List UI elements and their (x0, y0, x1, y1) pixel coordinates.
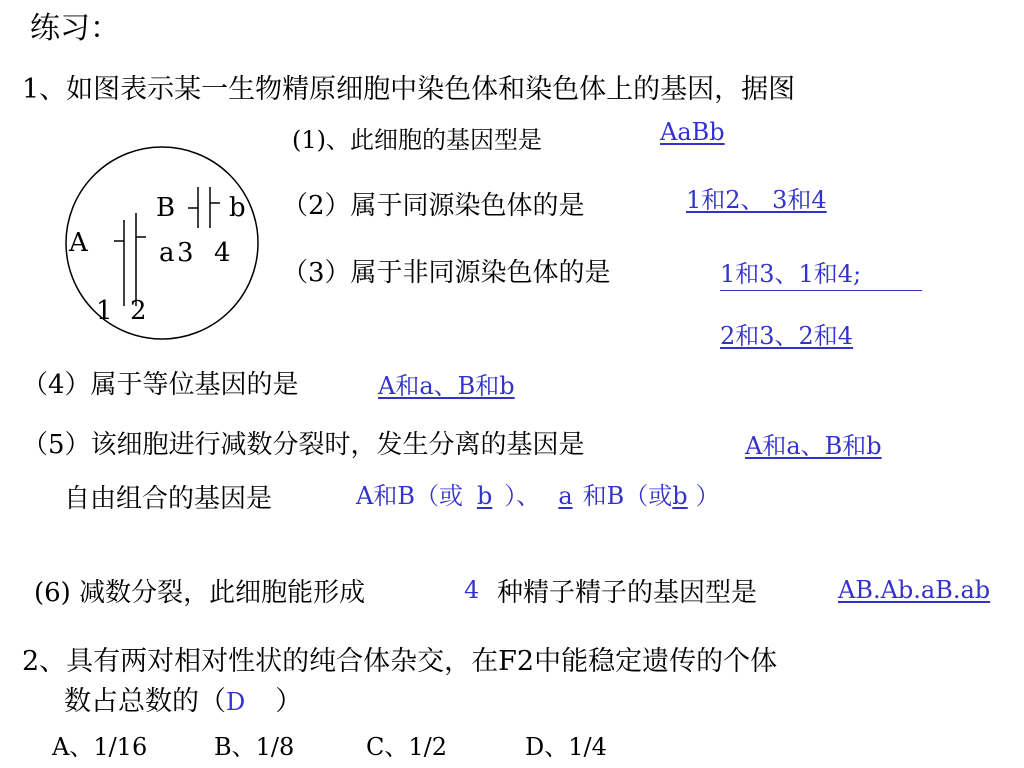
gene-label-A: A (69, 228, 88, 258)
gene-label-B: B (156, 193, 176, 223)
q1-part2-label: （2）属于同源染色体的是 (282, 191, 585, 221)
chromosome-number-3: 3 (177, 238, 194, 268)
answer2-part3: 和B（或 (582, 482, 673, 510)
q2-stem-part1: 数占总数的（ (64, 686, 226, 717)
gene-label-a: a (159, 238, 175, 268)
cell-diagram (64, 143, 264, 343)
q2-answer: D (226, 688, 246, 716)
q1-part5-answer2 (356, 484, 720, 508)
q1-part4-label: （4）属于等位基因的是 (22, 370, 299, 400)
q1-part2-answer: 1和2、 3和4 (686, 186, 827, 214)
answer2-part1: A和B（或 (356, 482, 463, 510)
answer2-b2: b (672, 482, 688, 510)
q1-part6-answer-count: 4 (464, 576, 480, 604)
q2-stem-line1: 2、具有两对相对性状的纯合体杂交，在F2中能稳定遗传的个体 (22, 646, 778, 677)
q1-part3-answer-underline (720, 290, 922, 291)
q1-part5-label: （5）该细胞进行减数分裂时，发生分离的基因是 (22, 430, 585, 460)
q1-part3-answer-line1: 1和3、1和4; (720, 260, 862, 288)
q1-part1-label: (1)、此细胞的基因型是 (292, 126, 542, 154)
q2-option-d: D、1/4 (525, 733, 607, 761)
q1-part6-answer-types: AB.Ab.aB.ab (838, 576, 991, 604)
q1-part6-label1: (6) 减数分裂，此细胞能形成 (34, 578, 366, 608)
q1-stem: 1、如图表示某一生物精原细胞中染色体和染色体上的基因，据图 (22, 74, 796, 105)
page-title: 练习： (30, 11, 120, 46)
answer2-b1: b (476, 482, 493, 510)
answer2-a: a (558, 482, 573, 510)
q1-part1-answer: AaBb (660, 118, 725, 146)
q1-part6-label2: 种精子精子的基因型是 (497, 578, 758, 608)
q1-part5-label2: 自由组合的基因是 (64, 484, 273, 514)
answer2-part2: ）、 (504, 482, 541, 510)
q2-option-c: C、1/2 (366, 733, 447, 761)
gene-label-b: b (229, 193, 246, 223)
q1-part3-label: （3）属于非同源染色体的是 (282, 258, 611, 288)
q2-stem-part2: ） (275, 686, 303, 717)
q1-part4-answer: A和a、B和b (378, 372, 515, 400)
q2-option-b: B、1/8 (214, 733, 295, 761)
q2-stem-line2 (64, 688, 302, 715)
q1-part3-answer-line2: 2和3、2和4 (720, 322, 854, 350)
chromosome-number-1: 1 (96, 296, 113, 326)
q1-part5-answer: A和a、B和b (745, 432, 882, 460)
chromosome-number-2: 2 (130, 296, 147, 326)
chromosome-number-4: 4 (214, 238, 231, 268)
answer2-part4: ） (695, 482, 720, 510)
q2-option-a: A、1/16 (52, 733, 148, 761)
